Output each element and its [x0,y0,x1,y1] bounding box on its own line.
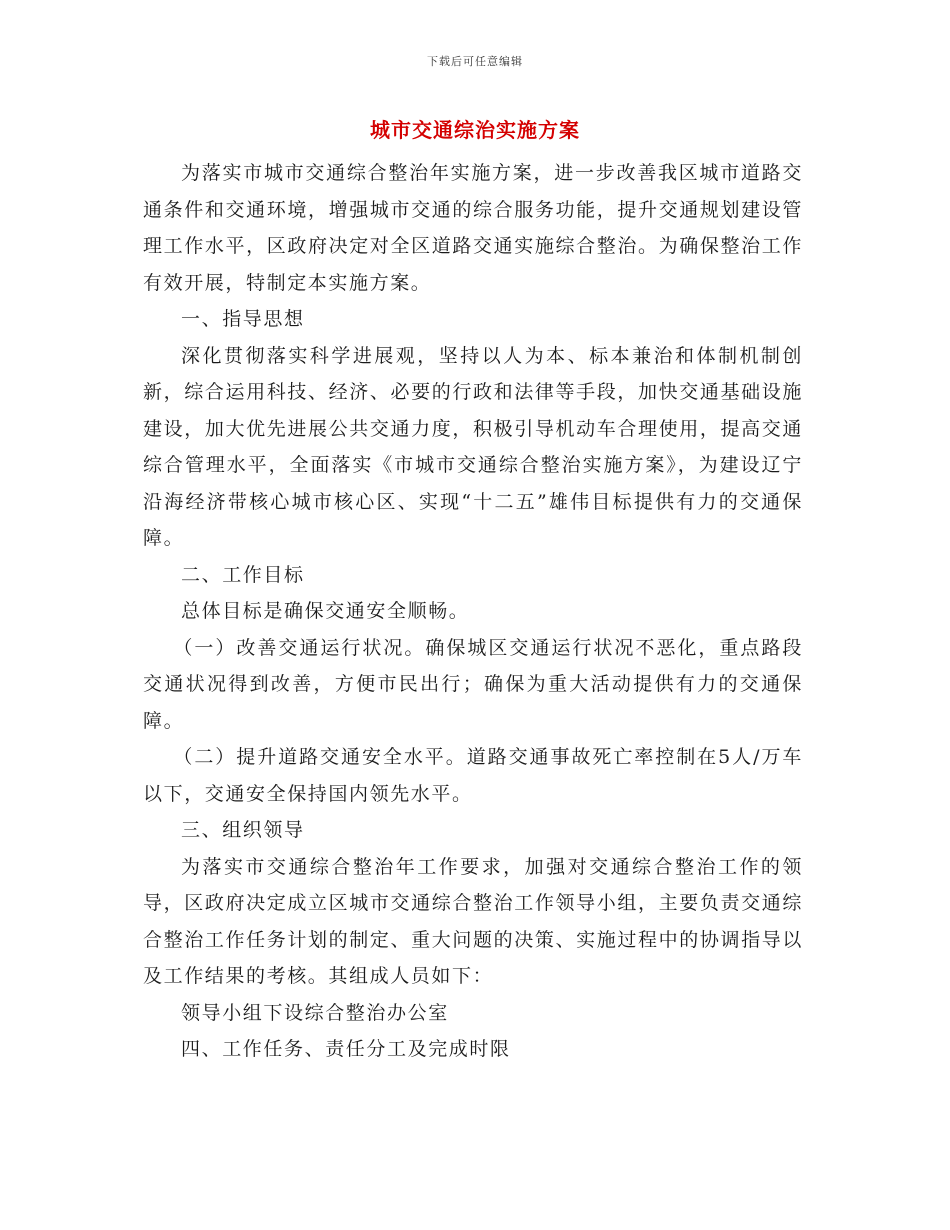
intro-paragraph: 为落实市城市交通综合整治年实施方案，进一步改善我区城市道路交通条件和交通环境，增强城市交通的综合服务功能，提升交通规划建设管理工作水平，区政府决定对全区道路交通实施综合整治。为确保整治工作有效开展，特制定本实施方案。 [143,162,803,294]
page-header-note: 下载后可任意编辑 [427,55,523,68]
document-title: 城市交通综治实施方案 [370,118,580,142]
section-heading-guiding-ideology: 一、指导思想 [181,308,305,330]
office-paragraph: 领导小组下设综合整治办公室 [181,1001,449,1024]
goal-item-2-paragraph: （二）提升道路交通安全水平。道路交通事故死亡率控制在5人/万车以下，交通安全保持国内领先水平。 [143,746,803,805]
goal-item-1-paragraph: （一）改善交通运行状况。确保城区交通运行状况不恶化，重点路段交通状况得到改善，方便市民出行；确保为重大活动提供有力的交通保障。 [143,636,803,732]
guiding-ideology-paragraph: 深化贯彻落实科学进展观，坚持以人为本、标本兼治和体制机制创新，综合运用科技、经济、必要的行政和法律等手段，加快交通基础设施建设，加大优先进展公共交通力度，积极引导机动车合理使用，提高交通综合管理水平，全面落实《市城市交通综合整治实施方案》，为建设辽宁沿海经济带核心城市核心区、实现“十二五”雄伟目标提供有力的交通保障。 [143,344,803,549]
section-heading-organization: 三、组织领导 [181,819,305,841]
overall-goal-paragraph: 总体目标是确保交通安全顺畅。 [181,600,470,622]
section-heading-work-goals: 二、工作目标 [181,563,305,586]
organization-paragraph: 为落实市交通综合整治年工作要求，加强对交通综合整治工作的领导，区政府决定成立区城市交通综合整治工作领导小组，主要负责交通综合整治工作任务计划的制定、重大问题的决策、实施过程中的协调指导以及工作结果的考核。其组成人员如下： [143,855,803,987]
section-heading-tasks: 四、工作任务、责任分工及完成时限 [181,1038,511,1060]
document-body [143,155,803,1068]
